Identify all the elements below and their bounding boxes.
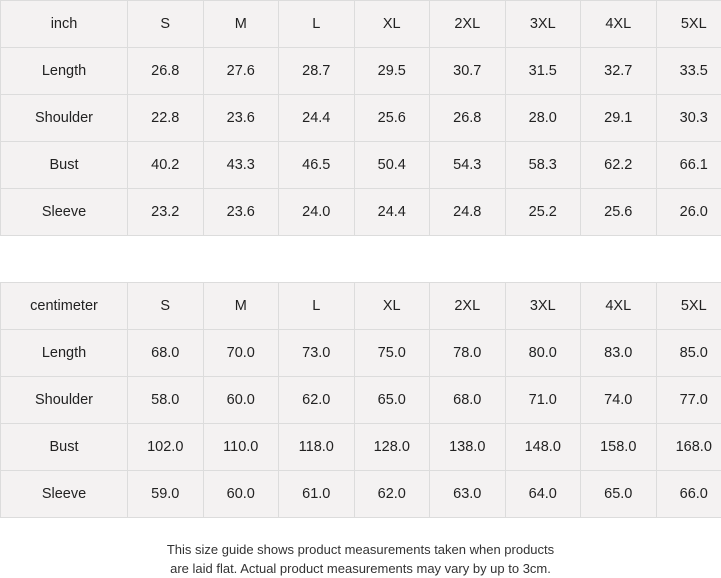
column-header-5xl: 5XL xyxy=(656,283,721,330)
column-header-5xl: 5XL xyxy=(656,1,721,48)
cell-cm-length-s: 68.0 xyxy=(128,330,204,377)
cell-cm-length-4xl: 83.0 xyxy=(581,330,657,377)
column-header-l: L xyxy=(279,1,355,48)
row-label-bust: Bust xyxy=(1,142,128,189)
cell-inch-sleeve-2xl: 24.8 xyxy=(430,189,506,236)
cell-cm-sleeve-xl: 62.0 xyxy=(354,471,430,518)
unit-label-inch: inch xyxy=(1,1,128,48)
cell-inch-bust-m: 43.3 xyxy=(203,142,279,189)
cell-cm-length-2xl: 78.0 xyxy=(430,330,506,377)
cell-cm-bust-s: 102.0 xyxy=(128,424,204,471)
column-header-2xl: 2XL xyxy=(430,1,506,48)
cell-cm-bust-5xl: 168.0 xyxy=(656,424,721,471)
cell-inch-shoulder-s: 22.8 xyxy=(128,95,204,142)
cell-cm-bust-2xl: 138.0 xyxy=(430,424,506,471)
unit-label-centimeter: centimeter xyxy=(1,283,128,330)
cell-inch-shoulder-3xl: 28.0 xyxy=(505,95,581,142)
cell-cm-bust-l: 118.0 xyxy=(279,424,355,471)
column-header-xl: XL xyxy=(354,283,430,330)
cell-cm-shoulder-5xl: 77.0 xyxy=(656,377,721,424)
cell-inch-length-s: 26.8 xyxy=(128,48,204,95)
cell-cm-sleeve-5xl: 66.0 xyxy=(656,471,721,518)
cell-cm-sleeve-3xl: 64.0 xyxy=(505,471,581,518)
cell-inch-bust-4xl: 62.2 xyxy=(581,142,657,189)
cell-cm-length-m: 70.0 xyxy=(203,330,279,377)
cell-inch-bust-l: 46.5 xyxy=(279,142,355,189)
cell-cm-bust-4xl: 158.0 xyxy=(581,424,657,471)
cell-inch-bust-3xl: 58.3 xyxy=(505,142,581,189)
table-separator xyxy=(0,236,721,282)
column-header-l: L xyxy=(279,283,355,330)
footnote-line-2: are laid flat. Actual product measurements may vary by up to 3cm. xyxy=(0,559,721,578)
cell-cm-length-3xl: 80.0 xyxy=(505,330,581,377)
cell-cm-length-l: 73.0 xyxy=(279,330,355,377)
column-header-m: M xyxy=(203,283,279,330)
column-header-m: M xyxy=(203,1,279,48)
column-header-xl: XL xyxy=(354,1,430,48)
table-row xyxy=(1,95,721,142)
footnote-line-1: This size guide shows product measurements taken when products xyxy=(0,540,721,559)
cell-cm-bust-3xl: 148.0 xyxy=(505,424,581,471)
cell-inch-sleeve-4xl: 25.6 xyxy=(581,189,657,236)
cell-cm-shoulder-4xl: 74.0 xyxy=(581,377,657,424)
size-guide-footnote xyxy=(0,518,721,578)
cell-inch-shoulder-2xl: 26.8 xyxy=(430,95,506,142)
cell-cm-shoulder-3xl: 71.0 xyxy=(505,377,581,424)
cell-inch-bust-2xl: 54.3 xyxy=(430,142,506,189)
table-row xyxy=(1,330,721,377)
cell-inch-length-4xl: 32.7 xyxy=(581,48,657,95)
cell-cm-length-xl: 75.0 xyxy=(354,330,430,377)
cell-cm-shoulder-s: 58.0 xyxy=(128,377,204,424)
row-label-length: Length xyxy=(1,330,128,377)
cell-inch-shoulder-l: 24.4 xyxy=(279,95,355,142)
row-label-bust: Bust xyxy=(1,424,128,471)
cell-inch-bust-xl: 50.4 xyxy=(354,142,430,189)
cell-cm-sleeve-2xl: 63.0 xyxy=(430,471,506,518)
row-label-shoulder: Shoulder xyxy=(1,377,128,424)
table-row xyxy=(1,424,721,471)
table-row xyxy=(1,189,721,236)
cell-inch-shoulder-m: 23.6 xyxy=(203,95,279,142)
cell-inch-length-5xl: 33.5 xyxy=(656,48,721,95)
table-row xyxy=(1,471,721,518)
cell-inch-sleeve-5xl: 26.0 xyxy=(656,189,721,236)
row-label-sleeve: Sleeve xyxy=(1,471,128,518)
cell-cm-shoulder-l: 62.0 xyxy=(279,377,355,424)
cell-inch-shoulder-xl: 25.6 xyxy=(354,95,430,142)
cell-inch-sleeve-s: 23.2 xyxy=(128,189,204,236)
cell-cm-sleeve-m: 60.0 xyxy=(203,471,279,518)
cell-inch-shoulder-4xl: 29.1 xyxy=(581,95,657,142)
cell-cm-bust-xl: 128.0 xyxy=(354,424,430,471)
column-header-4xl: 4XL xyxy=(581,283,657,330)
cell-cm-sleeve-l: 61.0 xyxy=(279,471,355,518)
cell-inch-sleeve-l: 24.0 xyxy=(279,189,355,236)
cell-cm-shoulder-m: 60.0 xyxy=(203,377,279,424)
column-header-3xl: 3XL xyxy=(505,1,581,48)
row-label-shoulder: Shoulder xyxy=(1,95,128,142)
cell-inch-bust-5xl: 66.1 xyxy=(656,142,721,189)
column-header-2xl: 2XL xyxy=(430,283,506,330)
cell-inch-shoulder-5xl: 30.3 xyxy=(656,95,721,142)
cell-inch-length-xl: 29.5 xyxy=(354,48,430,95)
cell-cm-length-5xl: 85.0 xyxy=(656,330,721,377)
cell-cm-shoulder-xl: 65.0 xyxy=(354,377,430,424)
column-header-s: S xyxy=(128,283,204,330)
column-header-s: S xyxy=(128,1,204,48)
cell-inch-length-m: 27.6 xyxy=(203,48,279,95)
cell-cm-shoulder-2xl: 68.0 xyxy=(430,377,506,424)
column-header-3xl: 3XL xyxy=(505,283,581,330)
size-table-inch xyxy=(0,0,721,236)
table-row xyxy=(1,48,721,95)
size-table-centimeter xyxy=(0,282,721,518)
row-label-sleeve: Sleeve xyxy=(1,189,128,236)
table-header-row xyxy=(1,1,721,48)
cell-inch-length-3xl: 31.5 xyxy=(505,48,581,95)
column-header-4xl: 4XL xyxy=(581,1,657,48)
cell-inch-sleeve-m: 23.6 xyxy=(203,189,279,236)
cell-cm-sleeve-s: 59.0 xyxy=(128,471,204,518)
table-row xyxy=(1,377,721,424)
cell-cm-bust-m: 110.0 xyxy=(203,424,279,471)
cell-inch-length-2xl: 30.7 xyxy=(430,48,506,95)
table-header-row xyxy=(1,283,721,330)
cell-cm-sleeve-4xl: 65.0 xyxy=(581,471,657,518)
cell-inch-sleeve-3xl: 25.2 xyxy=(505,189,581,236)
row-label-length: Length xyxy=(1,48,128,95)
cell-inch-bust-s: 40.2 xyxy=(128,142,204,189)
cell-inch-sleeve-xl: 24.4 xyxy=(354,189,430,236)
cell-inch-length-l: 28.7 xyxy=(279,48,355,95)
table-row xyxy=(1,142,721,189)
